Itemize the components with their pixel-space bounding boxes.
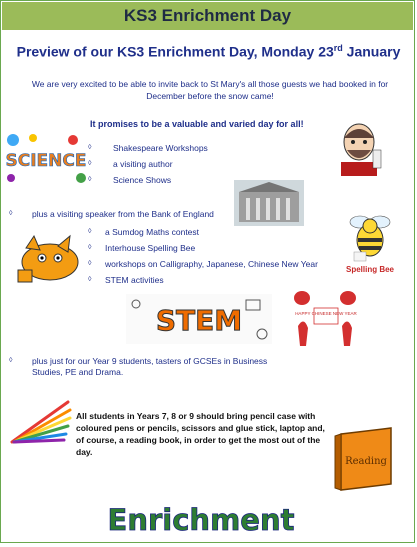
diamond-bullet-icon: ◊	[88, 144, 92, 151]
diamond-bullet-icon: ◊	[9, 357, 13, 364]
sumdog-image	[12, 234, 82, 286]
shakespeare-image	[333, 120, 385, 178]
list-item-label: workshops on Calligraphy, Japanese, Chinese New Year	[105, 259, 318, 269]
chinese-new-year-label: HAPPY CHINESE NEW YEAR	[295, 311, 357, 316]
list-item-label: STEM activities	[105, 275, 164, 285]
promise-text: It promises to be a valuable and varied day for all!	[90, 119, 304, 129]
reading-book-image	[333, 426, 397, 492]
subtitle-text: Preview of our KS3 Enrichment Day, Monday 23	[16, 43, 334, 60]
enrichment-word: Enrichment	[107, 503, 295, 537]
chinese-new-year-image	[290, 286, 360, 352]
enrichment-banner-image	[90, 494, 312, 542]
list-item-label: Interhouse Spelling Bee	[105, 243, 196, 253]
subtitle	[0, 43, 417, 60]
reading-label: Reading	[345, 456, 387, 467]
diamond-bullet-icon: ◊	[88, 244, 92, 251]
bank-building-image	[234, 180, 304, 226]
diamond-bullet-icon: ◊	[88, 260, 92, 267]
pencils-image	[8, 398, 72, 446]
students-instructions: All students in Years 7, 8 or 9 should bring pencil case with coloured pens or pencils, scissors and glue stick, laptop and, of course, a reading book, in order to get the most out of the day.	[76, 411, 325, 457]
list-item-label: a Sumdog Maths contest	[105, 227, 200, 237]
diamond-bullet-icon: ◊	[9, 210, 13, 217]
stem-word: STEM	[155, 304, 243, 337]
list-item-label: Shakespeare Workshops	[113, 143, 208, 153]
spelling-bee-image	[340, 208, 400, 276]
page-title: KS3 Enrichment Day	[2, 2, 413, 30]
diamond-bullet-icon: ◊	[88, 160, 92, 167]
list-item-label: a visiting author	[113, 159, 173, 169]
diamond-bullet-icon: ◊	[88, 276, 92, 283]
stem-image	[126, 294, 272, 344]
intro-text: We are very excited to be able to invite back to St Mary's all those guests we had booked in for December before the snow came!	[31, 79, 389, 101]
diamond-bullet-icon: ◊	[88, 228, 92, 235]
year9-text: plus just for our Year 9 students, tasters of GCSEs in Business Studies, PE and Drama.	[32, 356, 268, 377]
speaker-text: plus a visiting speaker from the Bank of England	[32, 209, 214, 219]
diamond-bullet-icon: ◊	[88, 176, 92, 183]
science-image	[3, 130, 92, 186]
list-item-label: Science Shows	[113, 175, 172, 185]
subtitle-sup: rd	[333, 43, 343, 53]
subtitle-end: January	[342, 43, 401, 60]
spelling-bee-label: Spelling Bee	[345, 265, 395, 274]
science-word: SCIENCE	[5, 151, 87, 171]
